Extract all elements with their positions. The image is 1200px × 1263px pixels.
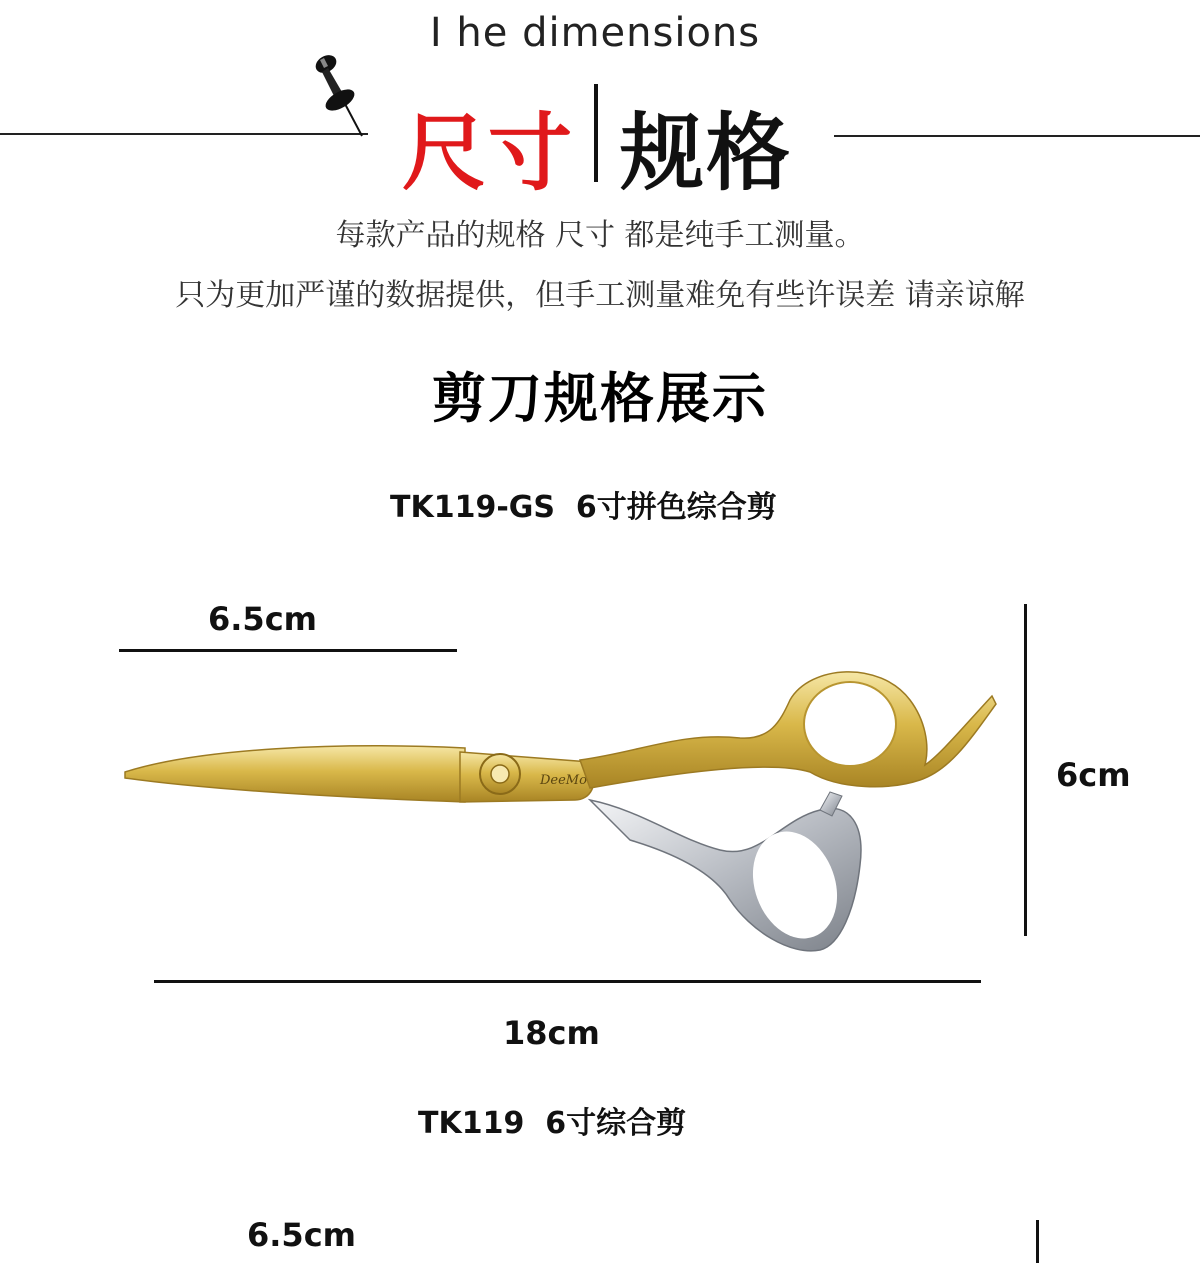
brand-mark: DeeMo (540, 773, 587, 788)
total-length-dimension-line (154, 980, 981, 983)
scissors-image (120, 660, 1010, 960)
product-model-label: TK119-GS 6寸拼色综合剪 (390, 490, 777, 525)
height-label: 6cm (1056, 756, 1131, 794)
total-length-label: 18cm (503, 1014, 600, 1052)
finger-rest-dimension-line (119, 649, 457, 652)
title-specification: 规格 (620, 103, 793, 202)
title-dimension: 尺寸 (402, 103, 575, 202)
finger-rest-length-label: 6.5cm (247, 1216, 356, 1254)
english-heading: I he dimensions (429, 10, 761, 56)
measurement-note-2: 只为更加严谨的数据提供，但手工测量难免有些许误差 请亲谅解 (175, 278, 1025, 313)
pushpin-icon (310, 50, 370, 140)
section-title: 剪刀规格展示 (432, 367, 768, 430)
product-model-label: TK119 6寸综合剪 (418, 1106, 687, 1141)
finger-rest-length-label: 6.5cm (208, 600, 317, 638)
height-dimension-line (1036, 1220, 1039, 1263)
measurement-note-1: 每款产品的规格 尺寸 都是纯手工测量。 (335, 218, 865, 253)
title-separator (594, 84, 598, 182)
right-divider (834, 135, 1200, 137)
height-dimension-line (1024, 604, 1027, 936)
